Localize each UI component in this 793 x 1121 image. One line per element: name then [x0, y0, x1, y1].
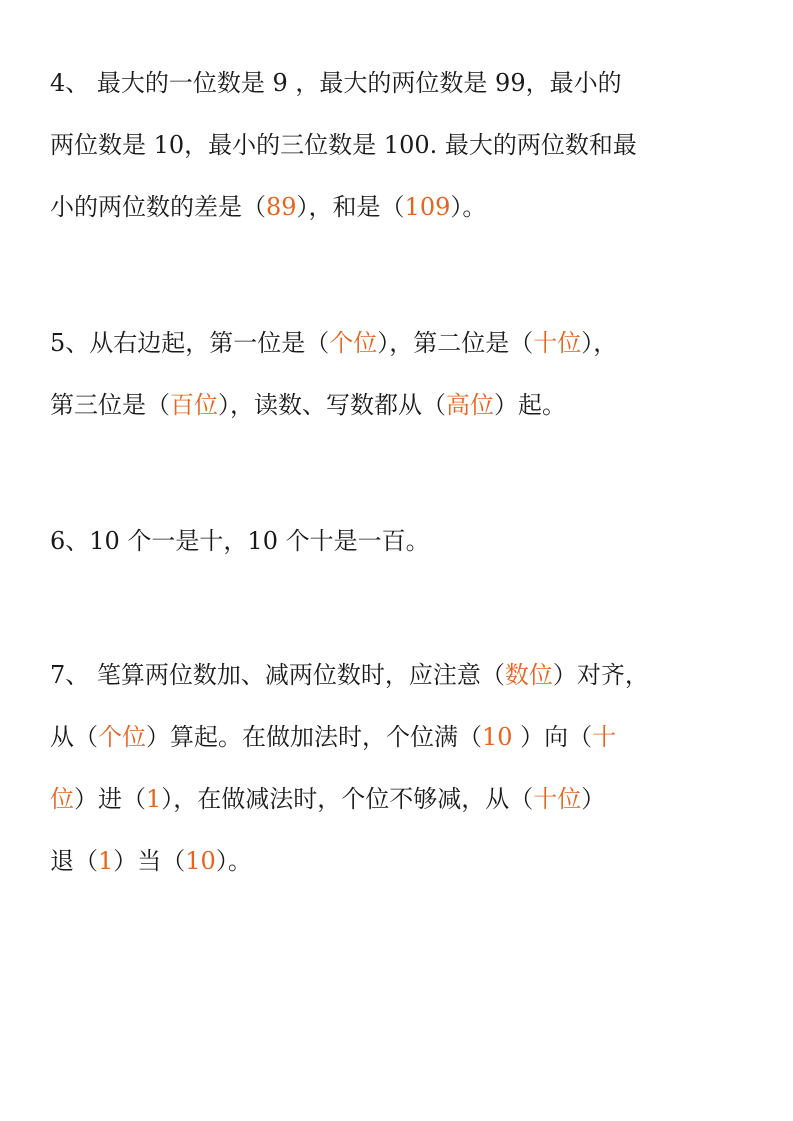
text-segment: 7、 笔算两位数加、减两位数时，应注意（: [50, 661, 505, 689]
text-segment: 第三位是（: [50, 391, 170, 419]
question-7: [50, 644, 750, 892]
text-segment: ）当（: [113, 847, 186, 875]
text-segment: ），: [581, 329, 618, 357]
text-segment: 从（: [50, 723, 98, 751]
answer-first-place: 个位: [329, 329, 378, 357]
answer-align: 数位: [504, 661, 553, 689]
answer-carry-amount: 1: [146, 785, 162, 813]
question-5-line-1: [50, 312, 750, 374]
question-6: [50, 510, 750, 572]
text-segment: ）算起。在做加法时，个位满（: [146, 723, 482, 751]
text-segment: ），第二位是（: [377, 329, 534, 357]
text-segment: ）起。: [494, 391, 566, 419]
question-7-line-1: [50, 644, 750, 706]
text-segment: ）对齐，: [552, 661, 649, 689]
text-segment: ）: [581, 785, 606, 813]
answer-borrow-equals: 10: [185, 847, 216, 875]
text-segment: ），读数、写数都从（: [218, 391, 446, 419]
text-segment: ）进（: [74, 785, 146, 813]
answer-start-from: 个位: [98, 723, 146, 751]
answer-third-place: 百位: [170, 391, 218, 419]
question-7-line-2: [50, 706, 750, 768]
answer-difference: 89: [266, 193, 297, 221]
question-7-line-4: [50, 830, 750, 892]
question-5: [50, 312, 750, 436]
text-segment: 退（: [50, 847, 98, 875]
text-segment: ）。: [450, 193, 487, 221]
answer-borrow-from: 十位: [533, 785, 582, 813]
question-6-line-1: 6、10 个一是十，10 个十是一百。: [50, 527, 430, 555]
answer-carry-to-part: 位: [50, 785, 74, 813]
question-4-line-3: [50, 176, 750, 238]
text-segment: ），和是（: [296, 193, 405, 221]
answer-second-place: 十位: [533, 329, 582, 357]
text-segment: 小的两位数的差是（: [50, 193, 266, 221]
answer-carry-to-part: 十: [592, 723, 617, 751]
answer-start-place: 高位: [446, 391, 494, 419]
question-4-line-2: 两位数是 10，最小的三位数是 100. 最大的两位数和最: [50, 131, 637, 159]
text-segment: ）。: [215, 847, 252, 875]
text-segment: ），在做减法时，个位不够减，从（: [161, 785, 534, 813]
text-segment: ）向（: [512, 723, 593, 751]
text-segment: 5、从右边起，第一位是（: [50, 329, 330, 357]
question-7-line-3: [50, 768, 750, 830]
question-4: [50, 52, 750, 238]
answer-carry-threshold: 10: [482, 723, 513, 751]
question-4-line-1: 4、 最大的一位数是 9 ，最大的两位数是 99，最小的: [50, 69, 622, 97]
question-5-line-2: [50, 374, 750, 436]
answer-borrow-amount: 1: [98, 847, 114, 875]
answer-sum: 109: [404, 193, 451, 221]
